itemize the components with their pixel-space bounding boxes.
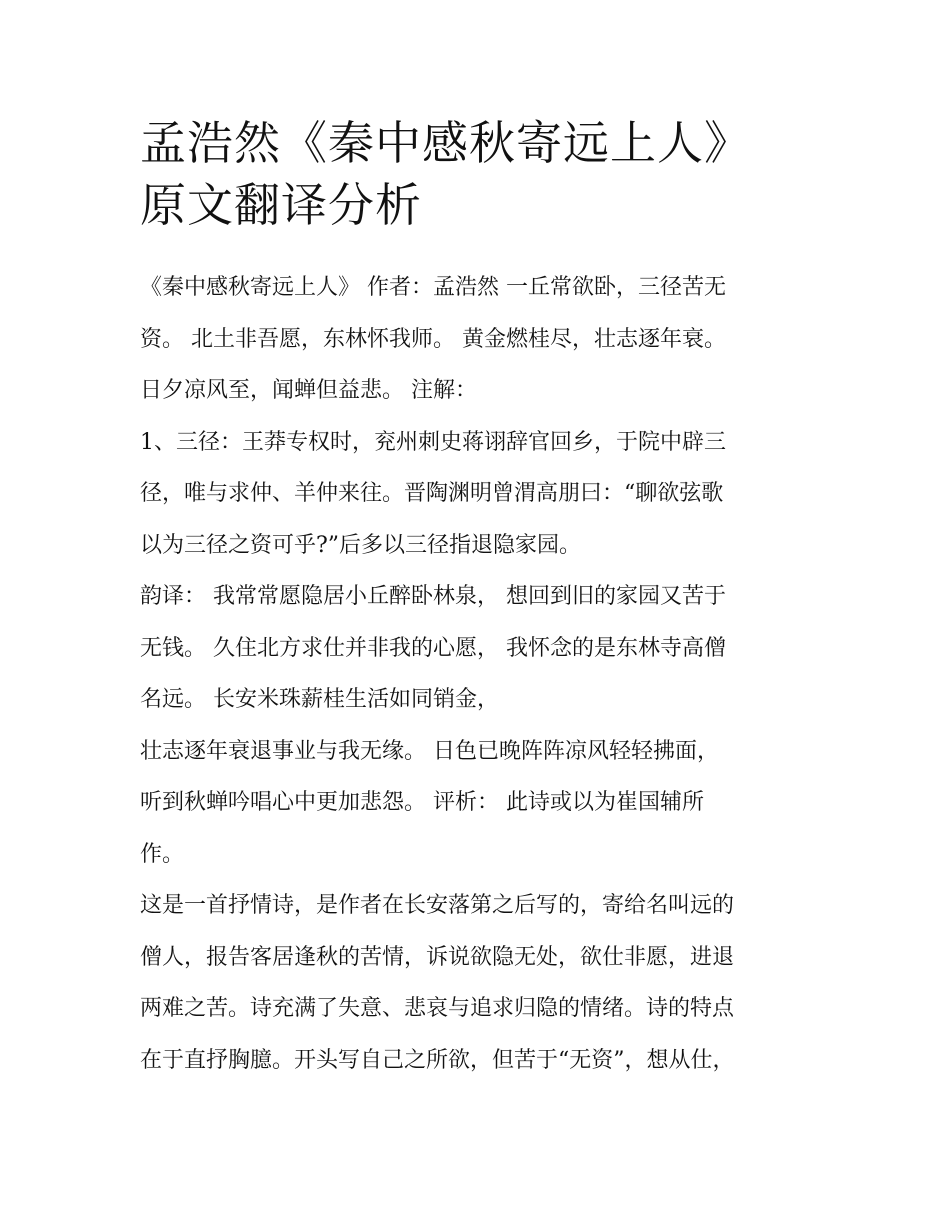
text-line: 僧人，报告客居逢秋的苦情，诉说欲隐无处，欲仕非愿，进退 xyxy=(140,944,735,970)
text-line: 韵译： 我常常愿隐居小丘醉卧林泉， 想回到旧的家园又苦于 xyxy=(140,584,726,609)
text-line: 径，唯与求仲、羊仲来往。晋陶渊明曾渭高朋曰：“聊欲弦歌 xyxy=(140,481,724,506)
text-line: 壮志逐年衰退事业与我无缘。 日色已晚阵阵凉风轻轻拂面， xyxy=(140,738,719,764)
text-line: 这是一首抒情诗，是作者在长安落第之后写的，寄给名叫远的 xyxy=(140,893,735,918)
title-line-2: 原文翻译分析 xyxy=(140,178,422,232)
text-line: 作。 xyxy=(140,841,185,867)
body-text xyxy=(140,262,820,1086)
page-title xyxy=(140,112,820,236)
text-line: 在于直抒胸臆。开头写自己之所欲，但苦于“无资”，想从仕， xyxy=(140,1047,735,1073)
text-line: 1、三径：王莽专权时，兖州刺史蒋诩辞官回乡，于院中辟三 xyxy=(140,429,726,455)
title-line-1: 孟浩然《秦中感秋寄远上人》 xyxy=(140,116,751,170)
document-page xyxy=(140,112,820,1086)
text-line: 听到秋蝉吟唱心中更加悲怨。 评析： 此诗或以为崔国辅所 xyxy=(140,790,704,815)
text-line: 无钱。 久住北方求仕并非我的心愿， 我怀念的是东林寺高僧 xyxy=(140,635,726,661)
text-line: 名远。 长安米珠薪桂生活如同销金， xyxy=(140,687,499,712)
text-line: 资。 北土非吾愿，东林怀我师。 黄金燃桂尽，壮志逐年衰。 xyxy=(140,326,726,352)
text-line: 以为三径之资可乎?”后多以三径指退隐家园。 xyxy=(140,532,582,558)
text-line: 日夕凉风至，闻蝉但益悲。 注解： xyxy=(140,378,477,403)
text-line: 两难之苦。诗充满了失意、悲哀与追求归隐的情绪。诗的特点 xyxy=(140,996,735,1021)
text-line: 《秦中感秋寄远上人》 作者：孟浩然 一丘常欲卧，三径苦无 xyxy=(140,275,726,300)
